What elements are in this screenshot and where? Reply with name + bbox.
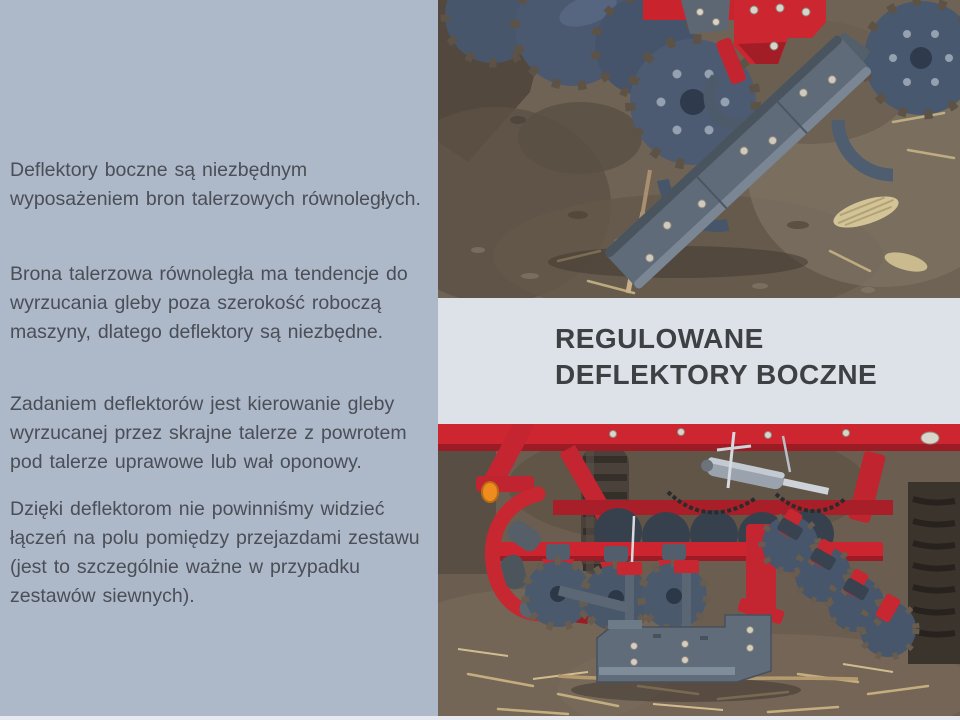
text-line: Deflektory boczne są niezbędnym — [10, 159, 308, 181]
orange-reflector — [482, 482, 498, 502]
title-line: DEFLEKTORY BOCZNE — [555, 359, 878, 390]
text-line: łączeń na polu pomiędzy przejazdami zestawu — [10, 527, 420, 549]
text-line: wyrzucanej przez skrajne talerze z powrotem — [10, 422, 407, 444]
text-line: maszyny, dlatego deflektory są niezbędne. — [10, 321, 384, 343]
text-line: zestawów siewnych). — [10, 585, 195, 607]
text-line: pod talerze uprawowe lub wał oponowy. — [10, 451, 362, 473]
right-tire — [908, 482, 960, 664]
text-line: Brona talerzowa równoległa ma tendencje do — [10, 263, 408, 285]
photo-top-deflector-closeup — [438, 0, 960, 298]
paragraph-benefit — [10, 495, 434, 611]
text-line: (jest to szczególnie ważne w przypadku — [10, 556, 360, 578]
photo-bottom-harrow-rear — [438, 424, 960, 716]
slide-bottom-margin — [0, 716, 960, 720]
text-line: Zadaniem deflektorów jest kierowanie gleby — [10, 393, 395, 415]
text-line: wyposażeniem bron talerzowych równoległych. — [10, 188, 421, 210]
front-disc-gang — [525, 544, 707, 631]
text-line: Dzięki deflektorom nie powinniśmy widzieć — [10, 498, 385, 520]
title-line: REGULOWANE — [555, 323, 764, 354]
paragraph-function — [10, 390, 434, 477]
title-band — [438, 298, 960, 424]
text-line: wyrzucania gleby poza szerokość roboczą — [10, 292, 382, 314]
paragraph-tendency — [10, 260, 434, 347]
slide-title — [555, 321, 877, 393]
text-panel — [0, 0, 438, 716]
paragraph-intro — [10, 156, 434, 214]
